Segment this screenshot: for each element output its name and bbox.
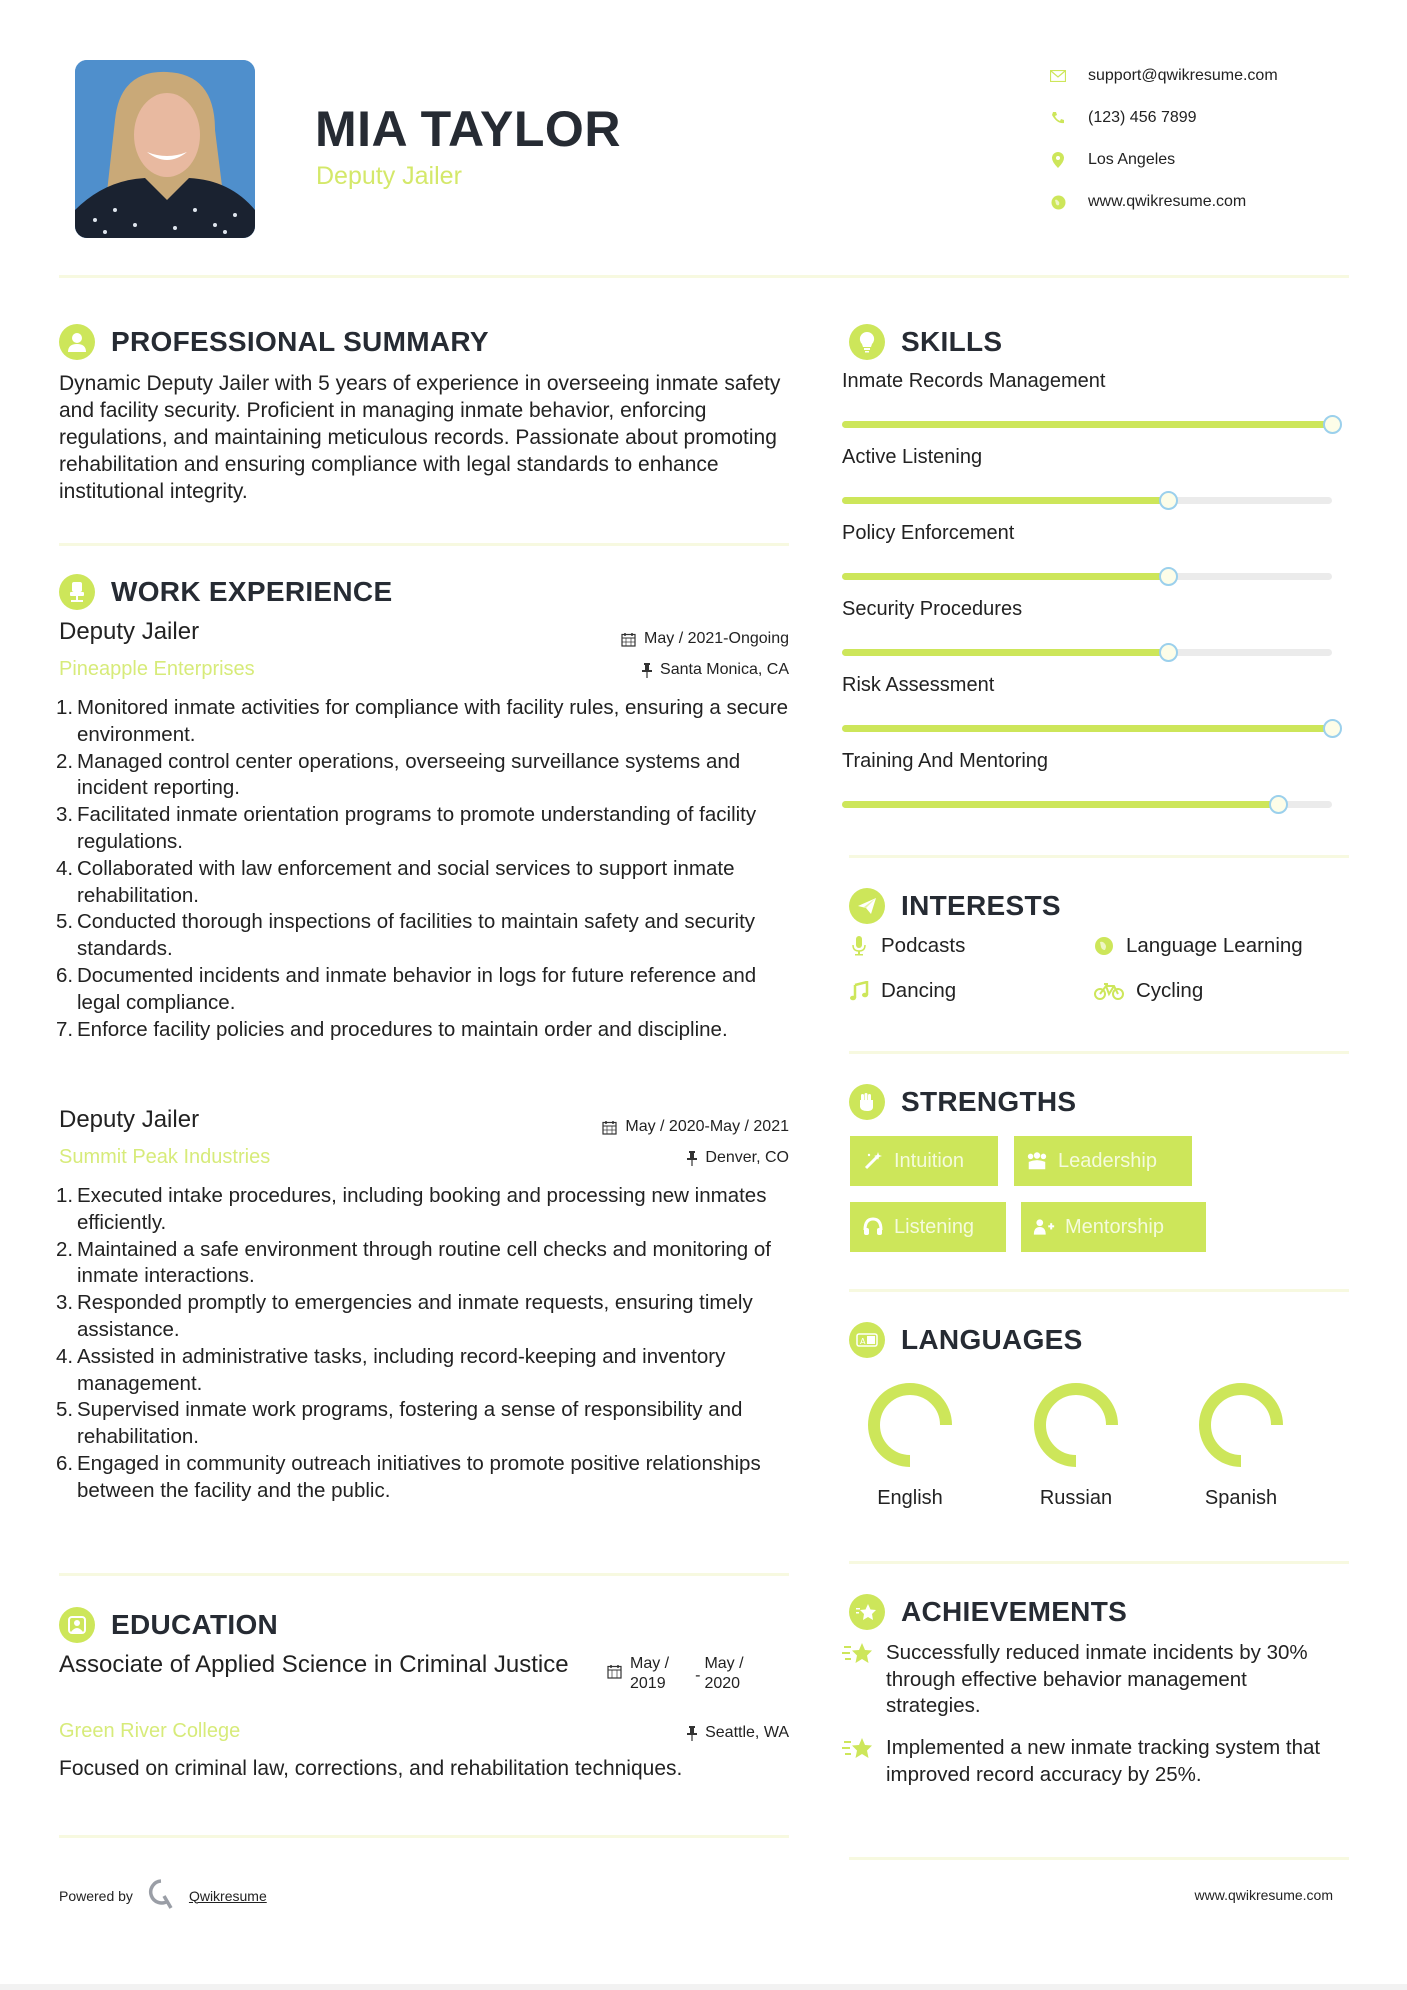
duty-item: 7. Enforce facility policies and procedures to maintain order and discipline. [56, 1017, 728, 1041]
candidate-role: Deputy Jailer [316, 162, 462, 190]
shooting-star-icon [842, 1640, 874, 1666]
pushpin-icon [642, 663, 652, 678]
skill-label: Inmate Records Management [842, 370, 1106, 392]
skill-item [842, 674, 1342, 702]
slider-thumb[interactable] [1159, 567, 1178, 586]
job-dates-text: May / 2021-Ongoing [644, 630, 789, 647]
duty-item: 6. Engaged in community outreach initiatives to promote positive relationships between the facility and the public. [56, 1451, 761, 1502]
skill-label: Policy Enforcement [842, 522, 1015, 544]
skill-slider[interactable] [842, 725, 1332, 732]
duty-item: 3. Responded promptly to emergencies and inmate requests, ensuring timely assistance. [56, 1291, 753, 1341]
powered-by-label: Powered by [59, 1887, 133, 1904]
lightbulb-icon [849, 324, 885, 360]
svg-text:A: A [860, 1337, 866, 1346]
job-title: Deputy Jailer [59, 618, 200, 645]
skill-item [842, 750, 1342, 778]
candidate-name: MIA TAYLOR [315, 101, 621, 157]
qwikresume-link[interactable]: Qwikresume [188, 1887, 267, 1904]
job-duties-list [56, 1183, 804, 1505]
slider-thumb[interactable] [1159, 491, 1178, 510]
languages-divider [849, 1561, 1349, 1564]
calendar-icon [602, 1120, 617, 1135]
job-title: Deputy Jailer [59, 1106, 200, 1133]
duty-item: 6. Documented incidents and inmate behavior in logs for future reference and legal compliance. [56, 963, 757, 1014]
job-company: Summit Peak Industries [59, 1146, 271, 1168]
achievement-item [842, 1735, 1342, 1788]
job-dates-text: May / 2020-May / 2021 [625, 1118, 789, 1135]
strength-label: Leadership [1058, 1149, 1157, 1172]
shooting-star-icon [842, 1735, 874, 1761]
summary-divider [59, 543, 789, 546]
languages-section-header [849, 1322, 1083, 1358]
interests-divider [849, 1051, 1349, 1054]
achievement-text: Successfully reduced inmate incidents by 30% through effective behavior management strategies. [886, 1641, 1308, 1717]
skills-section-header [849, 324, 1002, 360]
duty-item: 1. Monitored inmate activities for compliance with facility rules, ensuring a secure environment. [56, 696, 788, 746]
strengths-title: STRENGTHS [901, 1086, 1077, 1117]
contact-phone-text: (123) 456 7899 [1088, 109, 1197, 126]
skill-slider[interactable] [842, 801, 1332, 808]
summary-text: Dynamic Deputy Jailer with 5 years of experience in overseeing inmate safety and facility security. Proficient in managing inmate behavior, enforcing regulations, and maintaining meticulous records. Passionate about promoting rehabilitation and ensuring compliance with legal standards to enhance institutional integrity. [59, 372, 781, 503]
experience-title: WORK EXPERIENCE [111, 576, 393, 607]
education-location [687, 1724, 789, 1742]
date-separator: - [695, 1667, 701, 1684]
language-item [1016, 1377, 1136, 1510]
slider-thumb[interactable] [1323, 415, 1342, 434]
skills-divider [849, 855, 1349, 858]
skill-label: Risk Assessment [842, 674, 995, 696]
strengths-section-header [849, 1084, 1076, 1120]
slider-thumb[interactable] [1269, 795, 1288, 814]
phone-icon [1050, 110, 1066, 126]
strength-chip [850, 1136, 998, 1186]
user-icon [59, 324, 95, 360]
users-icon [1026, 1150, 1048, 1172]
bicycle-icon [1094, 981, 1124, 1001]
contact-website[interactable] [1050, 181, 1278, 223]
strength-chip [1014, 1136, 1192, 1186]
fist-icon [849, 1084, 885, 1120]
degree-title: Associate of Applied Science in Criminal Justice [59, 1651, 569, 1678]
skills-title: SKILLS [901, 326, 1003, 357]
interest-label: Podcasts [881, 934, 966, 957]
globe-icon [1050, 194, 1066, 210]
contact-email-text: support@qwikresume.com [1088, 67, 1278, 84]
strength-label: Listening [894, 1215, 975, 1238]
achievement-text: Implemented a new inmate tracking system that improved record accuracy by 25%. [886, 1736, 1321, 1786]
contact-location [1050, 139, 1278, 181]
job-location [687, 1149, 789, 1167]
contact-location-text: Los Angeles [1088, 151, 1176, 168]
skill-slider[interactable] [842, 497, 1332, 504]
calendar-icon [621, 632, 636, 647]
experience-section-header [59, 574, 392, 610]
office-chair-icon [59, 574, 95, 610]
interest-item [1094, 979, 1203, 1003]
globe-icon [1094, 936, 1114, 956]
achievement-item [842, 1640, 1342, 1720]
footer-powered-by [59, 1878, 267, 1913]
duty-item: 5. Conducted thorough inspections of facilities to maintain safety and security standards. [56, 910, 756, 961]
interests-title: INTERESTS [901, 890, 1061, 921]
job-company: Pineapple Enterprises [59, 658, 255, 680]
duty-item: 2. Managed control center operations, overseeing surveillance systems and incident reporting. [56, 749, 741, 800]
school-name: Green River College [59, 1720, 241, 1742]
map-pin-icon [1050, 152, 1066, 168]
strength-chip [1021, 1202, 1206, 1252]
slider-thumb[interactable] [1159, 643, 1178, 662]
experience-divider [59, 1573, 789, 1576]
achievements-section-header [849, 1594, 1127, 1630]
language-label: English [877, 1487, 943, 1509]
skill-item [842, 522, 1342, 550]
paper-plane-icon [849, 888, 885, 924]
strength-label: Intuition [894, 1149, 965, 1172]
language-proficiency-ring [1193, 1377, 1289, 1473]
languages-title: LANGUAGES [901, 1324, 1083, 1355]
duty-item: 2. Maintained a safe environment through routine cell checks and monitoring of inmate interactions. [56, 1237, 771, 1288]
skill-slider[interactable] [842, 421, 1332, 428]
graduate-icon [59, 1607, 95, 1643]
job-entry [56, 618, 789, 1078]
language-proficiency-ring [862, 1377, 958, 1473]
skill-label: Active Listening [842, 446, 983, 468]
skill-slider[interactable] [842, 649, 1332, 656]
contact-website-text: www.qwikresume.com [1088, 193, 1247, 210]
skill-label: Training And Mentoring [842, 750, 1049, 772]
translate-icon [849, 1322, 885, 1358]
magic-wand-icon [862, 1150, 884, 1172]
interest-item [849, 979, 956, 1003]
page-bottom-edge [0, 1984, 1407, 1990]
header-divider [59, 275, 1349, 278]
education-end: May / 2020 [704, 1655, 744, 1692]
strengths-divider [849, 1289, 1349, 1292]
summary-section-header [59, 324, 489, 360]
headphones-icon [862, 1216, 884, 1238]
interest-item [1094, 934, 1303, 958]
education-dates [607, 1654, 744, 1694]
duty-item: 4. Collaborated with law enforcement and social services to support inmate rehabilitation. [56, 856, 735, 907]
job-entry [56, 1106, 789, 1526]
education-location-text: Seattle, WA [705, 1724, 789, 1741]
language-proficiency-ring [1028, 1377, 1124, 1473]
strength-label: Mentorship [1065, 1215, 1164, 1238]
education-section-header [59, 1607, 278, 1643]
skill-item [842, 370, 1342, 398]
calendar-icon [607, 1664, 622, 1694]
interest-label: Dancing [881, 979, 957, 1002]
job-location-text: Denver, CO [705, 1149, 789, 1166]
education-title: EDUCATION [111, 1609, 279, 1640]
interest-label: Language Learning [1126, 934, 1303, 957]
interest-item [849, 934, 965, 958]
language-label: Spanish [1204, 1487, 1278, 1509]
profile-photo [75, 60, 255, 238]
pushpin-icon [687, 1726, 697, 1741]
job-location [642, 661, 789, 679]
pushpin-icon [687, 1151, 697, 1166]
contact-phone[interactable] [1050, 97, 1278, 139]
qwikresume-logo-icon [147, 1878, 175, 1913]
portrait-image [75, 60, 255, 238]
education-start: May / 2019 [630, 1655, 670, 1692]
language-item [1181, 1377, 1301, 1510]
contact-email[interactable] [1050, 55, 1278, 97]
microphone-icon [849, 936, 869, 956]
job-duties-list [56, 695, 794, 1043]
envelope-icon [1050, 68, 1066, 84]
slider-thumb[interactable] [1323, 719, 1342, 738]
music-note-icon [849, 981, 869, 1001]
skill-item [842, 446, 1342, 474]
duty-item: 1. Executed intake procedures, including booking and processing new inmates efficiently. [56, 1184, 767, 1234]
skill-label: Security Procedures [842, 598, 1023, 620]
summary-title: PROFESSIONAL SUMMARY [111, 326, 489, 357]
contact-list [1050, 55, 1278, 223]
education-divider [59, 1835, 789, 1838]
user-plus-icon [1033, 1216, 1055, 1238]
interest-label: Cycling [1136, 979, 1204, 1002]
education-entry [59, 1650, 789, 1790]
language-label: Russian [1039, 1487, 1113, 1509]
duty-item: 5. Supervised inmate work programs, fostering a sense of responsibility and rehabilitation. [56, 1398, 743, 1449]
achievements-title: ACHIEVEMENTS [901, 1596, 1128, 1627]
job-dates [602, 1118, 789, 1136]
duty-item: 4. Assisted in administrative tasks, including record-keeping and inventory management. [56, 1344, 726, 1395]
language-item [850, 1377, 970, 1510]
interests-section-header [849, 888, 1061, 924]
skill-slider[interactable] [842, 573, 1332, 580]
education-description: Focused on criminal law, corrections, and rehabilitation techniques. [59, 1757, 683, 1780]
job-location-text: Santa Monica, CA [660, 661, 789, 678]
strength-chip [850, 1202, 1006, 1252]
achievements-divider [849, 1857, 1349, 1860]
job-dates [621, 630, 789, 648]
star-badge-icon [849, 1594, 885, 1630]
skill-item [842, 598, 1342, 626]
footer-url[interactable]: www.qwikresume.com [1194, 1887, 1333, 1903]
duty-item: 3. Facilitated inmate orientation programs to promote understanding of facility regulations. [56, 803, 757, 853]
